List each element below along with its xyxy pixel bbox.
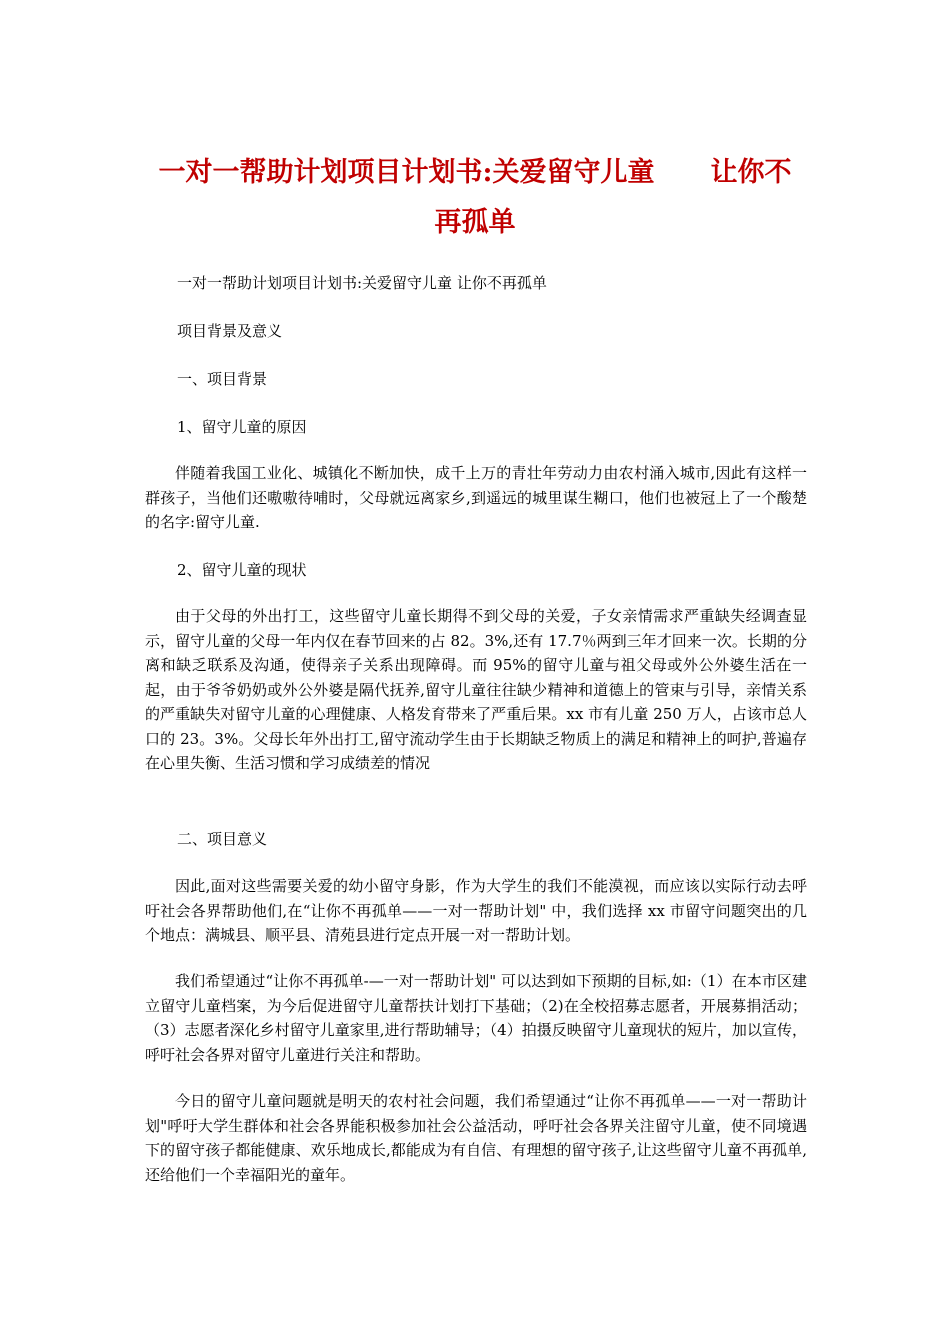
paragraph-4: 我们希望通过“让你不再孤单-—一对一帮助计划" 可以达到如下预期的目标,如:（1）在本市区建立留守儿童档案，为今后促进留守儿童帮扶计划打下基础；（2)在全校招募志愿者，开展募捐活动；（3）志愿者深化乡村留守儿童家里,进行帮助辅导；（4）拍摄反映留守儿童现状的短片，加以宣传，呼吁社会各界对留守儿童进行关注和帮助。 (145, 972, 807, 1064)
document-subtitle: 一对一帮助计划项目计划书:关爱留守儿童 让你不再孤单 (177, 274, 547, 292)
document-title-line1 (130, 153, 820, 193)
title-part2: 让你不 (710, 157, 792, 188)
title-part1: 一对一帮助计划项目计划书:关爱留守儿童 (158, 157, 655, 188)
section-main-heading: 项目背景及意义 (177, 322, 283, 340)
section1-heading: 一、项目背景 (177, 370, 268, 388)
paragraph-2: 由于父母的外出打工，这些留守儿童长期得不到父母的关爱，子女亲情需求严重缺失经调查显示，留守儿童的父母一年内仅在春节回来的占 82。3%,还有 17.7％两到三年才回来一次。长期的分离和缺乏联系及沟通，使得亲子关系出现障碍。而 95%的留守儿童与祖父母或外公外婆生活在一起，由于爷爷奶奶或外公外婆是隔代抚养,留守儿童往往缺少精神和道德上的管束与引导，亲情关系的严重缺失对留守儿童的心理健康、人格发育带来了严重后果。xx 市有儿童 250 万人，占该市总人口的 23。3%。父母长年外出打工,留守流动学生由于长期缺乏物质上的满足和精神上的呵护,普遍存在心里失衡、生活习惯和学习成绩差的情况 (145, 607, 807, 772)
paragraph-3: 因此,面对这些需要关爱的幼小留守身影，作为大学生的我们不能漠视，而应该以实际行动去呼吁社会各界帮助他们,在“让你不再孤单——一对一帮助计划" 中，我们选择 xx 市留守问题突出的几个地点：满城县、顺平县、清苑县进行定点开展一对一帮助计划。 (145, 877, 807, 944)
document-title-line2: 再孤单 (434, 207, 516, 238)
paragraph-5: 今日的留守儿童问题就是明天的农村社会问题，我们希望通过“让你不再孤单——一对一帮助计划"呼吁大学生群体和社会各界能积极参加社会公益活动，呼吁社会各界关注留守儿童，使不同境遇下的留守孩子都能健康、欢乐地成长,都能成为有自信、有理想的留守孩子,让这些留守儿童不再孤单,还给他们一个幸福阳光的童年。 (145, 1092, 807, 1184)
sub1-heading: 1、留守儿童的原因 (177, 418, 307, 436)
paragraph-1: 伴随着我国工业化、城镇化不断加快，成千上万的青壮年劳动力由农村涌入城市,因此有这样一群孩子，当他们还嗷嗷待哺时，父母就远离家乡,到遥远的城里谋生糊口，他们也被冠上了一个酸楚的名字:留守儿童. (145, 464, 807, 531)
section2-heading: 二、项目意义 (177, 830, 268, 848)
sub2-heading: 2、留守儿童的现状 (177, 561, 307, 579)
